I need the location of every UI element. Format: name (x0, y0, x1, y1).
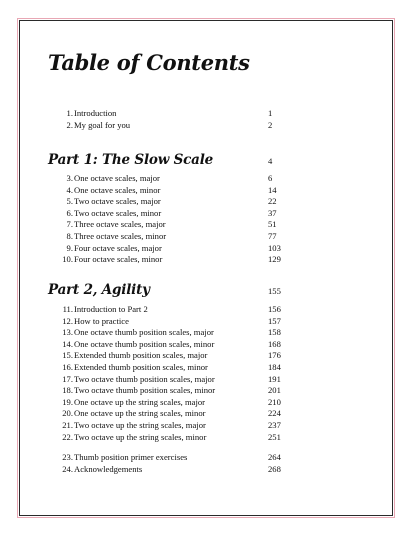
part-2-list (60, 304, 360, 443)
list-item: 18. Two octave thumb position scales, minor 201 (62, 385, 281, 396)
list-item: 11. Introduction to Part 2 156 (62, 304, 281, 314)
list-item: 20. One octave up the string scales, minor 224 (62, 408, 281, 419)
list-item: 2. My goal for you 2 (66, 119, 273, 130)
list-item: 9. Four octave scales, major 103 (66, 242, 281, 253)
part-1-heading (48, 152, 378, 172)
list-item: 7. Three octave scales, major 51 (66, 219, 277, 230)
list-item: 1. Introduction 1 (66, 108, 273, 118)
list-item: 24. Acknowledgements 268 (62, 463, 281, 474)
part-title: Part 1: The Slow Scale (48, 152, 214, 168)
part-page-number: 155 (268, 286, 281, 296)
list-item: 16. Extended thumb position scales, minor 184 (62, 361, 281, 372)
appendix-list (60, 452, 360, 475)
part-1-list (60, 173, 360, 266)
list-item: 13. One octave thumb position scales, major 158 (62, 327, 281, 338)
list-item: 3. One octave scales, major 6 (66, 173, 273, 183)
list-item: 12. How to practice 157 (62, 315, 281, 326)
list-item: 10. Four octave scales, minor 129 (62, 254, 281, 265)
list-item: 8. Three octave scales, minor 77 (66, 230, 277, 241)
list-item: 14. One octave thumb position scales, minor 168 (62, 338, 281, 349)
intro-list (60, 108, 360, 131)
list-item: 15. Extended thumb position scales, major 176 (62, 350, 281, 361)
list-item: 6. Two octave scales, minor 37 (66, 207, 277, 218)
part-title: Part 2, Agility (48, 282, 150, 298)
page-title: Table of Contents (48, 50, 250, 75)
list-item: 23. Thumb position primer exercises 264 (62, 452, 281, 462)
part-page-number: 4 (268, 156, 273, 166)
part-2-heading (48, 282, 378, 302)
list-item: 5. Two octave scales, major 22 (66, 196, 277, 207)
list-item: 19. One octave up the string scales, major 210 (62, 396, 281, 407)
list-item: 17. Two octave thumb position scales, major 191 (62, 373, 281, 384)
list-item: 4. One octave scales, minor 14 (66, 184, 277, 195)
list-item: 22. Two octave up the string scales, minor 251 (62, 431, 281, 442)
list-item: 21. Two octave up the string scales, major 237 (62, 419, 281, 430)
